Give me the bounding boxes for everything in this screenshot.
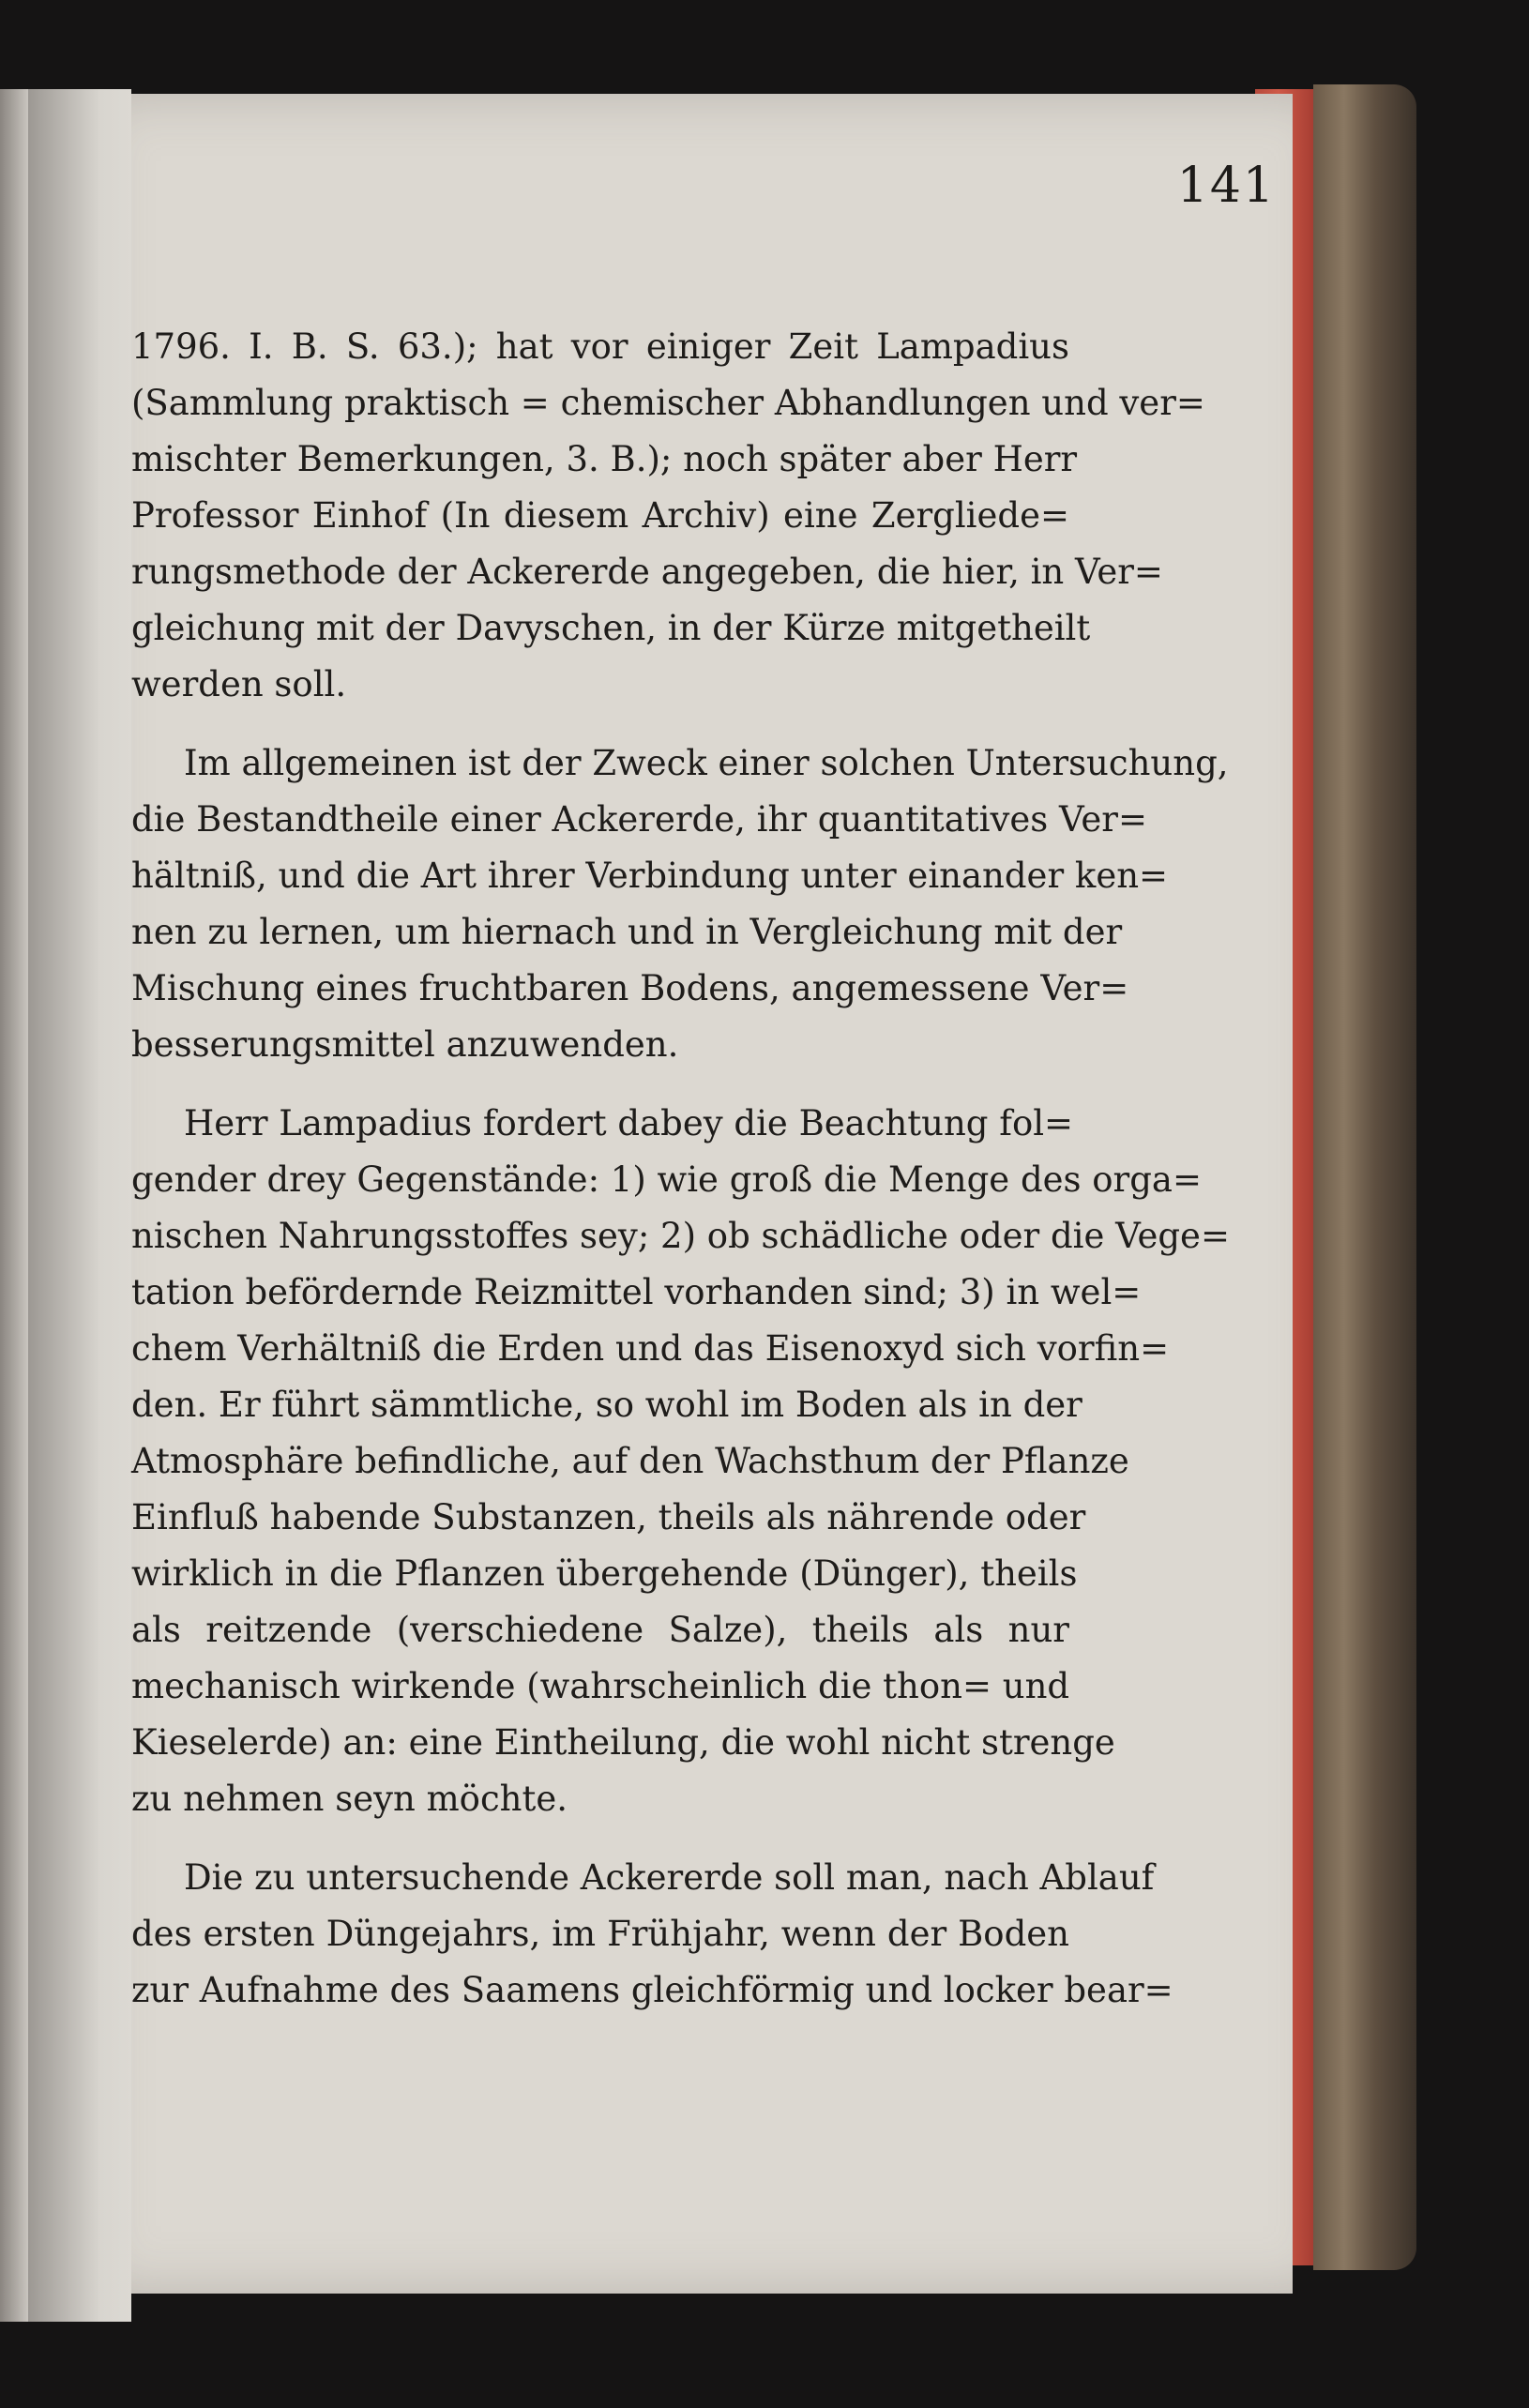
text-line: zur Aufnahme des Saamens gleichförmig und locker bear= [131, 1970, 1173, 2010]
text-line: die Bestandtheile einer Ackererde, ihr quantitatives Ver= [131, 799, 1147, 840]
text-line: nischen Nahrungsstoffes sey; 2) ob schädliche oder die Vege= [131, 1216, 1230, 1256]
text-line: werden soll. [131, 664, 347, 704]
text-line: hältniß, und die Art ihrer Verbindung unter einander ken= [131, 856, 1169, 896]
text-line: Kieselerde) an: eine Eintheilung, die wohl nicht strenge [131, 1722, 1115, 1763]
book-cover-edge [1313, 84, 1416, 2270]
text-line: Atmosphäre befindliche, auf den Wachsthum der Pflanze [131, 1441, 1129, 1481]
text-line: zu nehmen seyn möchte. [131, 1779, 568, 1819]
text-line: gender drey Gegenstände: 1) wie groß die Menge des orga= [131, 1159, 1202, 1200]
text-line: Mischung eines fruchtbaren Bodens, angemessene Ver= [131, 968, 1129, 1008]
text-line: nen zu lernen, um hiernach und in Vergleichung mit der [131, 912, 1123, 952]
text-line: den. Er führt sämmtliche, so wohl im Boden als in der [131, 1385, 1082, 1425]
text-line: Professor Einhof (In diesem Archiv) eine Zergliede= [131, 495, 1069, 536]
text-line: Die zu untersuchende Ackererde soll man, nach Ablauf [184, 1857, 1155, 1898]
text-line: mischter Bemerkungen, 3. B.); noch später aber Herr [131, 439, 1078, 479]
text-line: des ersten Düngejahrs, im Frühjahr, wenn der Boden [131, 1914, 1069, 1954]
text-line: besserungsmittel anzuwenden. [131, 1024, 679, 1065]
text-line: mechanisch wirkende (wahrscheinlich die thon= und [131, 1666, 1070, 1706]
page-text [131, 319, 1230, 2019]
gutter-shadow [28, 89, 131, 2322]
text-line: als reitzende (verschiedene Salze), theils als nur [131, 1610, 1069, 1650]
text-line: Herr Lampadius fordert dabey die Beachtung fol= [184, 1103, 1074, 1143]
text-line: Einfluß habende Substanzen, theils als nährende oder [131, 1497, 1086, 1537]
text-line: tation befördernde Reizmittel vorhanden sind; 3) in wel= [131, 1272, 1142, 1312]
text-line: wirklich in die Pflanzen übergehende (Dünger), theils [131, 1553, 1078, 1594]
page-number: 141 [1176, 158, 1276, 214]
text-line: gleichung mit der Davyschen, in der Kürze mitgetheilt [131, 608, 1091, 648]
text-line: chem Verhältniß die Erden und das Eisenoxyd sich vorfin= [131, 1328, 1170, 1369]
text-line: 1796. I. B. S. 63.); hat vor einiger Zeit Lampadius [131, 326, 1069, 367]
text-line: rungsmethode der Ackererde angegeben, die hier, in Ver= [131, 552, 1163, 592]
text-line: (Sammlung praktisch = chemischer Abhandlungen und ver= [131, 383, 1205, 423]
previous-page-edge [0, 89, 28, 2322]
text-line: Im allgemeinen ist der Zweck einer solchen Untersuchung, [184, 743, 1229, 783]
